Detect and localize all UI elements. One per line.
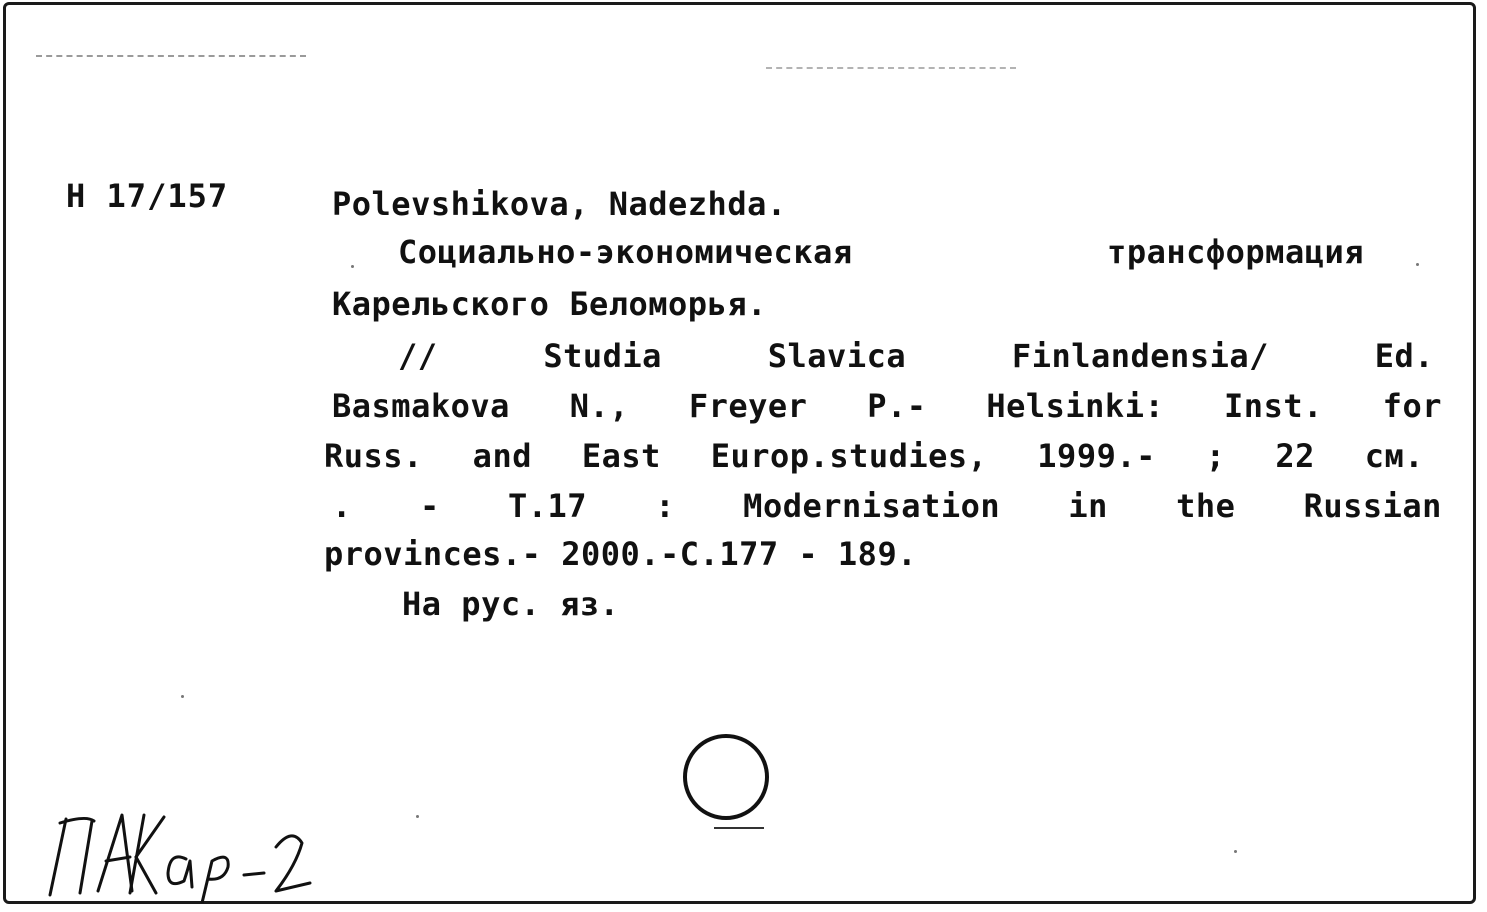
source-word: Finlandensia/ [1011, 337, 1269, 375]
catalog-card [3, 2, 1476, 904]
punch-hole-shadow [714, 827, 764, 829]
scan-speck [1234, 850, 1237, 853]
source-word: N., [569, 387, 629, 425]
source-word: for [1382, 387, 1442, 425]
title-line-1 [398, 233, 1364, 271]
source-word: : [655, 487, 675, 525]
source-word: Ed. [1374, 337, 1434, 375]
source-word: - [419, 487, 440, 525]
source-line-3 [324, 437, 1424, 475]
source-word: см. [1364, 437, 1424, 475]
source-word: in [1068, 487, 1108, 525]
source-word: Basmakova [332, 387, 510, 425]
source-word: Slavica [767, 337, 907, 375]
author: Polevshikova, Nadezhda. [332, 185, 787, 223]
scan-dash-line [766, 67, 1016, 69]
source-word: Inst. [1224, 387, 1323, 425]
scan-speck [181, 695, 184, 698]
source-word: 22 [1275, 437, 1315, 475]
scan-speck [1416, 263, 1419, 266]
source-word: Freyer [688, 387, 808, 425]
source-word: ; [1205, 437, 1226, 475]
source-word: Russian [1303, 487, 1442, 525]
title-word: трансформация [1107, 233, 1364, 271]
source-word: 1999.- [1037, 437, 1156, 475]
title-line-2: Карельского Беломорья. [332, 285, 767, 323]
card-punch-hole [683, 734, 769, 820]
scan-dash-line [36, 55, 306, 57]
source-word: Studia [543, 337, 662, 375]
source-line-1 [398, 337, 1434, 375]
source-word: and [472, 437, 532, 475]
handwritten-note [36, 803, 316, 903]
scan-speck [351, 265, 354, 268]
source-word: Modernisation [743, 487, 1001, 525]
source-line-2 [332, 387, 1442, 425]
source-word: the [1176, 487, 1236, 525]
call-number: H 17/157 [66, 177, 229, 215]
source-word: T.17 [507, 487, 587, 525]
language-note: На рус. яз. [402, 585, 620, 623]
source-word: East [581, 437, 661, 475]
source-line-5: provinces.- 2000.-C.177 - 189. [324, 535, 917, 573]
source-word: Russ. [324, 437, 423, 475]
source-word: . [332, 487, 352, 525]
source-word: // [398, 337, 438, 375]
source-word: Europ.studies, [710, 437, 988, 475]
title-word: Социально-экономическая [398, 233, 853, 271]
source-word: P.- [867, 387, 927, 425]
source-word: Helsinki: [986, 387, 1165, 425]
source-line-4 [332, 487, 1442, 525]
scan-speck [416, 815, 419, 818]
